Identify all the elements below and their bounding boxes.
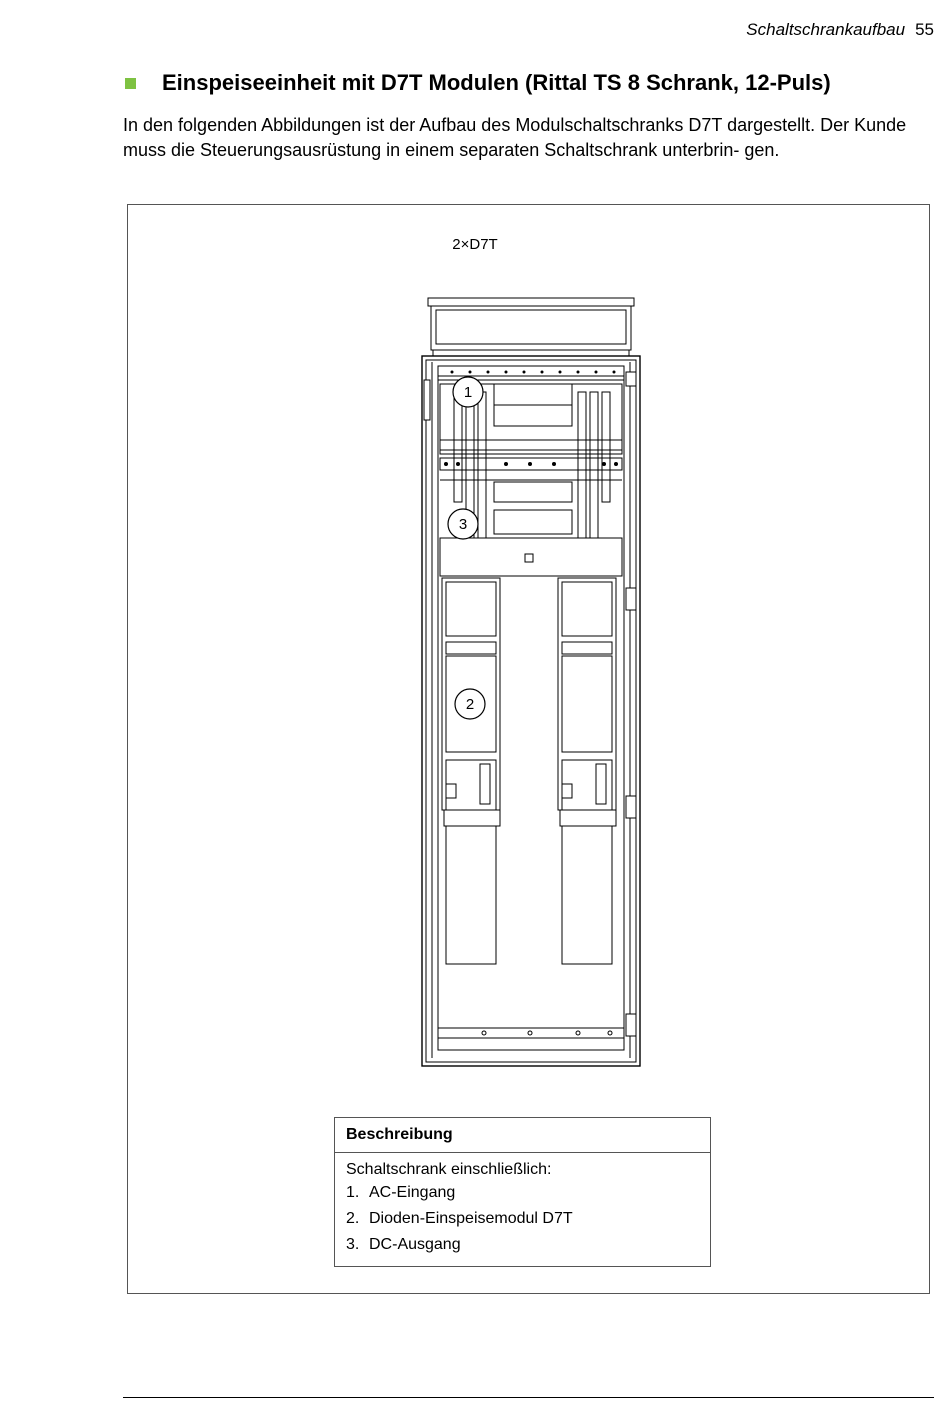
list-item-number: 3.	[346, 1236, 360, 1253]
right-module	[558, 578, 616, 964]
header-title: Schaltschrankaufbau	[746, 20, 906, 39]
list-item-number: 2.	[346, 1210, 360, 1227]
figure-label: 2×D7T	[452, 236, 498, 253]
list-item	[346, 1232, 699, 1258]
description-lead: Schaltschrank einschließlich:	[346, 1161, 552, 1178]
callout-3-label: 3	[458, 516, 468, 533]
footer-rule	[123, 1397, 934, 1398]
page-number: 55	[915, 20, 934, 39]
callout-2-label: 2	[465, 696, 475, 713]
left-module	[442, 578, 500, 964]
list-item-text: DC-Ausgang	[369, 1236, 461, 1253]
cabinet-plinth	[438, 1028, 624, 1050]
dc-output-plate	[440, 538, 622, 576]
list-item-text: Dioden-Einspeisemodul D7T	[369, 1210, 573, 1227]
description-heading: Beschreibung	[335, 1118, 710, 1153]
section-title: Einspeiseeinheit mit D7T Modulen (Rittal TS 8 Schrank, 12-Puls)	[162, 70, 831, 95]
list-item	[346, 1206, 699, 1232]
intro-paragraph: In den folgenden Abbildungen ist der Aufbau des Modulschaltschranks D7T dargestellt. Der Kunde muss die Steuerungsausrüstung in einem separaten Schaltschrank unterbrin- gen.	[123, 115, 907, 160]
description-body	[335, 1153, 710, 1266]
list-item-number: 1.	[346, 1184, 360, 1201]
cabinet-roof	[428, 298, 634, 356]
list-item	[346, 1180, 699, 1206]
callout-1-label: 1	[463, 384, 473, 401]
description-table	[334, 1117, 711, 1267]
list-item-text: AC-Eingang	[369, 1184, 456, 1201]
